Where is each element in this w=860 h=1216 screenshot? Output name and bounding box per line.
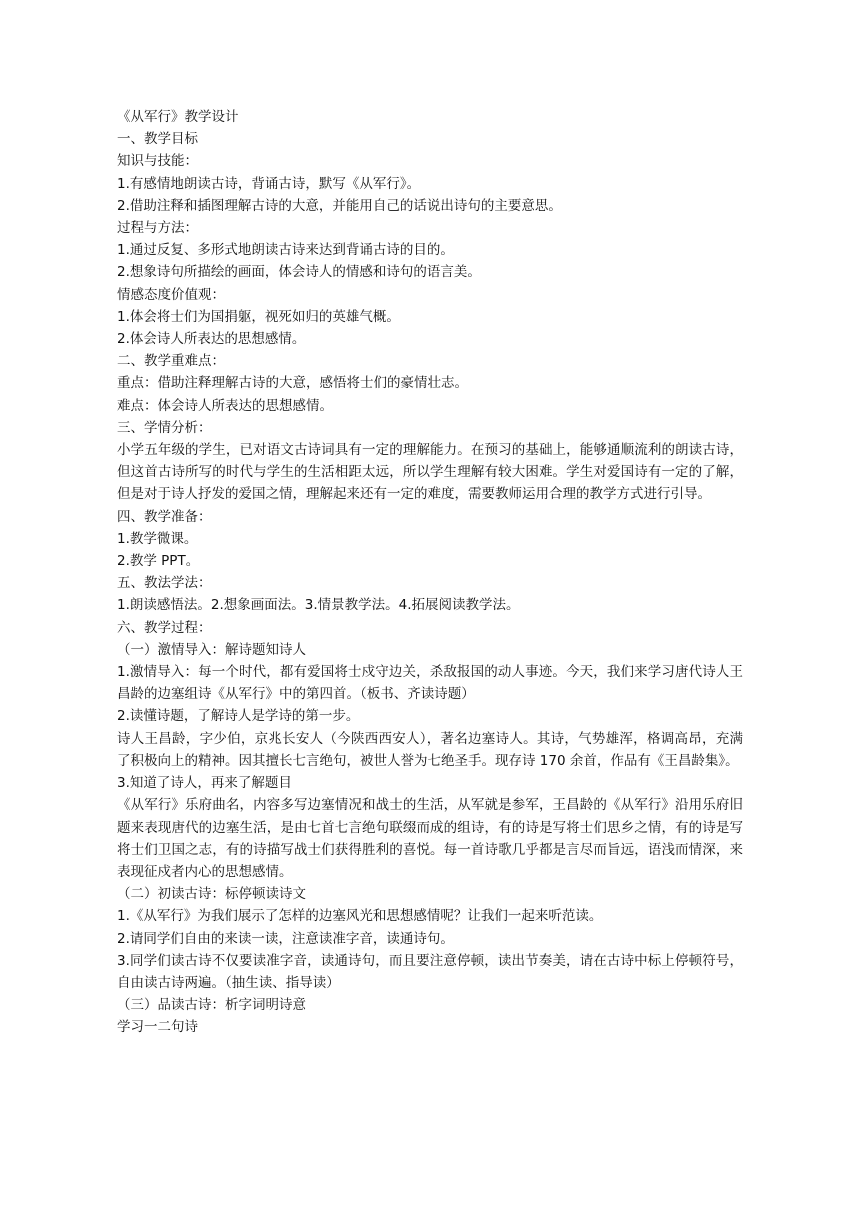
document-page xyxy=(117,106,743,1039)
paragraph: 2.请同学们自由的来读一读，注意读准字音，读通诗句。 xyxy=(117,930,454,947)
part-heading-intro: （一）激情导入：解诗题知诗人 xyxy=(117,641,306,658)
difficult-point-text: 难点：体会诗人所表达的思想感情。 xyxy=(117,397,333,414)
subheading-knowledge: 知识与技能： xyxy=(117,153,198,170)
paragraph: 诗人王昌龄，字少伯，京兆长安人（今陕西西安人），著名边塞诗人。其诗，气势雄浑，格调高昂，充满了积极向上的精神。因其擅长七言绝句，被世人誉为七绝圣手。现存诗 170 余首，作品有《王昌龄集》。 xyxy=(117,730,743,769)
paragraph: 3.同学们读古诗不仅要读准字音，读通诗句，而且要注意停顿，读出节奏美，请在古诗中标上停顿符号，自由读古诗两遍。（抽生读、指导读） xyxy=(117,952,743,991)
subheading-process: 过程与方法： xyxy=(117,220,198,237)
section-heading-key-points: 二、教学重难点： xyxy=(117,353,225,370)
list-item: 1.有感情地朗读古诗，背诵古诗，默写《从军行》。 xyxy=(117,175,421,192)
list-item: 2.教学 PPT。 xyxy=(117,553,200,570)
subheading-emotion: 情感态度价值观： xyxy=(117,286,225,303)
paragraph: 1.激情导入：每一个时代，都有爱国将士戍守边关，杀敌报国的动人事迹。今天，我们来学习唐代诗人王昌龄的边塞组诗《从军行》中的第四首。（板书、齐读诗题） xyxy=(117,664,743,703)
paragraph: 学习一二句诗 xyxy=(117,1019,198,1036)
list-item: 1.体会将士们为国捐躯，视死如归的英雄气概。 xyxy=(117,308,400,325)
list-item: 2.借助注释和插图理解古诗的大意，并能用自己的话说出诗句的主要意思。 xyxy=(117,197,562,214)
section-heading-analysis: 三、学情分析： xyxy=(117,419,212,436)
paragraph: 1.《从军行》为我们展示了怎样的边塞风光和思想感情呢？让我们一起来听范读。 xyxy=(117,908,603,925)
paragraph: 《从军行》乐府曲名，内容多写边塞情况和战士的生活，从军就是参军，王昌龄的《从军行》沿用乐府旧题来表现唐代的边塞生活，是由七首七言绝句联缀而成的组诗，有的诗是写将士们思乡之情，有的诗是写将士们卫国之志，有的诗描写战士们获得胜利的喜悦。每一首诗歌几乎都是言尽而旨远，语浅而情深，来表现征戍者内心的思想感情。 xyxy=(117,797,743,880)
list-item: 2.想象诗句所描绘的画面，体会诗人的情感和诗句的语言美。 xyxy=(117,264,481,281)
section-heading-preparation: 四、教学准备： xyxy=(117,508,212,525)
part-heading-first-reading: （二）初读古诗：标停顿读诗文 xyxy=(117,886,306,903)
analysis-paragraph: 小学五年级的学生，已对语文古诗词具有一定的理解能力。在预习的基础上，能够通顺流利的朗读古诗，但这首古诗所写的时代与学生的生活相距太远，所以学生理解有较大困难。学生对爱国诗有一定的了解，但是对于诗人抒发的爱国之情，理解起来还有一定的难度，需要教师运用合理的教学方式进行引导。 xyxy=(117,442,743,503)
key-point-text: 重点：借助注释理解古诗的大意，感悟将士们的豪情壮志。 xyxy=(117,375,468,392)
paragraph: 3.知道了诗人，再来了解题目 xyxy=(117,775,292,792)
section-heading-methods: 五、教法学法： xyxy=(117,575,212,592)
document-title: 《从军行》教学设计 xyxy=(117,109,239,125)
part-heading-appreciation: （三）品读古诗：析字词明诗意 xyxy=(117,997,306,1014)
section-heading-objectives: 一、教学目标 xyxy=(117,131,198,148)
list-item: 1.通过反复、多形式地朗读古诗来达到背诵古诗的目的。 xyxy=(117,242,454,259)
list-item: 1.教学微课。 xyxy=(117,530,198,547)
paragraph: 2.读懂诗题，了解诗人是学诗的第一步。 xyxy=(117,708,360,725)
methods-text: 1.朗读感悟法。2.想象画面法。3.情景教学法。4.拓展阅读教学法。 xyxy=(117,597,520,614)
section-heading-process: 六、教学过程： xyxy=(117,619,212,636)
list-item: 2.体会诗人所表达的思想感情。 xyxy=(117,331,306,348)
